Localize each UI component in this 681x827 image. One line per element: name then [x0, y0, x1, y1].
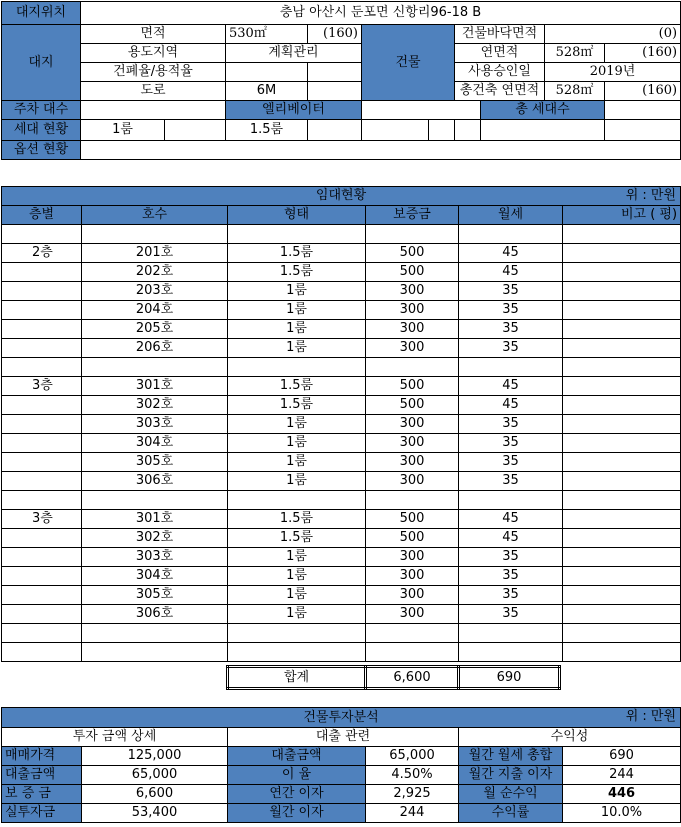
note-cell: [563, 320, 681, 339]
elevator-value: [362, 101, 481, 120]
header-note: 비고 ( 평): [563, 206, 681, 225]
monthly-cell: 45: [459, 244, 563, 263]
rent-body: [2, 225, 681, 662]
deposit-cell: 300: [366, 605, 459, 624]
table-row: [2, 472, 681, 491]
room-cell: 303호: [82, 415, 228, 434]
room-cell: 304호: [82, 434, 228, 453]
room-cell: 301호: [82, 377, 228, 396]
monthly-cell: 35: [459, 472, 563, 491]
type-cell: 1.5룸: [228, 377, 366, 396]
gross-area-pyeong: (160): [605, 82, 681, 101]
empty-cell: [459, 358, 563, 377]
invest-label-2: 월간 이자: [228, 804, 366, 823]
floor-cell: [2, 301, 82, 320]
empty-cell: [563, 624, 681, 643]
elevator-label: 엘리베이터: [226, 101, 362, 120]
room-cell: 306호: [82, 472, 228, 491]
rent-title-bar: [2, 187, 681, 206]
type-cell: 1룸: [228, 567, 366, 586]
room-cell: 306호: [82, 605, 228, 624]
note-cell: [563, 339, 681, 358]
units-a-extra: [165, 120, 226, 141]
floor-cell: [2, 529, 82, 548]
empty-cell: [459, 624, 563, 643]
units-e: [481, 120, 605, 141]
type-cell: 1.5룸: [228, 263, 366, 282]
room-cell: 305호: [82, 453, 228, 472]
road-value: 6M: [226, 82, 308, 101]
area-value: 530㎡: [226, 25, 308, 44]
header-floor: 층별: [2, 206, 82, 225]
invest-value-1: 6,600: [82, 785, 228, 804]
table-row: [2, 263, 681, 282]
empty-cell: [366, 358, 459, 377]
note-cell: [563, 282, 681, 301]
units-label: 세대 현황: [2, 120, 81, 141]
land-label: 대지: [2, 25, 81, 101]
deposit-cell: 300: [366, 415, 459, 434]
invest-label-3: 수익률: [459, 804, 563, 823]
invest-value-3: 10.0%: [563, 804, 681, 823]
table-row: [2, 529, 681, 548]
monthly-cell: 35: [459, 605, 563, 624]
header-room: 호수: [82, 206, 228, 225]
table-row: [2, 605, 681, 624]
invest-label-3: 월 순수익: [459, 785, 563, 804]
invest-label-2: 연간 이자: [228, 785, 366, 804]
deposit-cell: 300: [366, 339, 459, 358]
approval-value: 2019년: [545, 63, 681, 82]
note-cell: [563, 529, 681, 548]
invest-label-3: 월간 월세 총합: [459, 747, 563, 766]
units-c-extra: [429, 120, 455, 141]
empty-cell: [82, 491, 228, 510]
invest-label-1: 보 증 금: [2, 785, 82, 804]
note-cell: [563, 244, 681, 263]
rent-total-table: [226, 665, 561, 690]
floor-cell: [2, 263, 82, 282]
location-value: 충남 아산시 둔포면 신항리96-18 B: [81, 2, 681, 25]
empty-cell: [366, 491, 459, 510]
empty-cell: [366, 225, 459, 244]
table-row: [2, 377, 681, 396]
units-f: [605, 120, 681, 141]
floor-cell: [2, 586, 82, 605]
floor-cell: [2, 396, 82, 415]
ratio-value-a: [226, 63, 308, 82]
monthly-cell: 35: [459, 339, 563, 358]
type-cell: 1.5룸: [228, 396, 366, 415]
deposit-cell: 500: [366, 377, 459, 396]
monthly-cell: 45: [459, 510, 563, 529]
table-row: [2, 567, 681, 586]
type-cell: 1룸: [228, 282, 366, 301]
spacer-row: [2, 358, 681, 377]
invest-value-1: 53,400: [82, 804, 228, 823]
deposit-cell: 500: [366, 263, 459, 282]
empty-cell: [82, 624, 228, 643]
monthly-cell: 35: [459, 548, 563, 567]
invest-unit-note: 위 : 만원: [625, 709, 677, 724]
empty-cell: [366, 624, 459, 643]
ratio-label: 건폐율/용적율: [81, 63, 226, 82]
table-row: [2, 510, 681, 529]
floor-cell: [2, 548, 82, 567]
monthly-cell: 35: [459, 434, 563, 453]
type-cell: 1.5룸: [228, 529, 366, 548]
type-cell: 1룸: [228, 434, 366, 453]
type-cell: 1룸: [228, 548, 366, 567]
type-cell: 1룸: [228, 586, 366, 605]
total-area-value: 528㎡: [545, 44, 605, 63]
invest-col2-title: 대출 관련: [228, 728, 459, 747]
deposit-cell: 300: [366, 320, 459, 339]
parking-label: 주차 대수: [2, 101, 81, 120]
monthly-cell: 35: [459, 415, 563, 434]
table-row: [2, 320, 681, 339]
empty-cell: [82, 225, 228, 244]
rent-unit-note: 위 : 만원: [625, 188, 677, 203]
approval-label: 사용승인일: [455, 63, 545, 82]
deposit-cell: 300: [366, 567, 459, 586]
total-area-pyeong: (160): [605, 44, 681, 63]
invest-value-2: 244: [366, 804, 459, 823]
type-cell: 1.5룸: [228, 510, 366, 529]
floor-cell: [2, 415, 82, 434]
floor-cell: [2, 472, 82, 491]
investment-analysis-table: [1, 707, 681, 823]
type-cell: 1룸: [228, 320, 366, 339]
units-a: 1룸: [81, 120, 165, 141]
room-cell: 305호: [82, 586, 228, 605]
deposit-cell: 300: [366, 586, 459, 605]
spacer-row: [2, 225, 681, 244]
invest-value-2: 2,925: [366, 785, 459, 804]
room-cell: 302호: [82, 396, 228, 415]
note-cell: [563, 548, 681, 567]
table-row: [2, 339, 681, 358]
floor-area-value: (0): [545, 25, 681, 44]
table-row: [2, 301, 681, 320]
type-cell: 1룸: [228, 472, 366, 491]
invest-row: [2, 766, 681, 785]
invest-label-1: 실투자금: [2, 804, 82, 823]
room-cell: 205호: [82, 320, 228, 339]
room-cell: 203호: [82, 282, 228, 301]
total-label: 합계: [228, 667, 366, 689]
gross-area-value: 528㎡: [545, 82, 605, 101]
property-info-table: [1, 1, 681, 160]
area-label: 면적: [81, 25, 226, 44]
empty-cell: [2, 225, 82, 244]
deposit-cell: 300: [366, 472, 459, 491]
note-cell: [563, 263, 681, 282]
note-cell: [563, 472, 681, 491]
invest-col3-title: 수익성: [459, 728, 681, 747]
invest-value-1: 65,000: [82, 766, 228, 785]
units-b-extra: [308, 120, 362, 141]
units-d: [455, 120, 481, 141]
room-cell: 206호: [82, 339, 228, 358]
invest-value-2: 4.50%: [366, 766, 459, 785]
note-cell: [563, 301, 681, 320]
floor-cell: [2, 605, 82, 624]
room-cell: 201호: [82, 244, 228, 263]
type-cell: 1.5룸: [228, 244, 366, 263]
floor-cell: 3층: [2, 377, 82, 396]
monthly-cell: 35: [459, 586, 563, 605]
floor-cell: 2층: [2, 244, 82, 263]
options-value: [81, 141, 681, 160]
note-cell: [563, 396, 681, 415]
invest-row: [2, 747, 681, 766]
empty-cell: [563, 491, 681, 510]
households-value: [605, 101, 681, 120]
monthly-cell: 35: [459, 282, 563, 301]
note-cell: [563, 586, 681, 605]
invest-title-bar: [2, 708, 681, 728]
empty-cell: [228, 358, 366, 377]
total-monthly: 690: [459, 667, 560, 689]
room-cell: 302호: [82, 529, 228, 548]
table-row: [2, 434, 681, 453]
monthly-cell: 35: [459, 453, 563, 472]
invest-label-1: 매매가격: [2, 747, 82, 766]
floor-cell: [2, 453, 82, 472]
note-cell: [563, 434, 681, 453]
table-row: [2, 548, 681, 567]
monthly-cell: 45: [459, 396, 563, 415]
location-label: 대지위치: [2, 2, 81, 25]
header-type: 형태: [228, 206, 366, 225]
deposit-cell: 300: [366, 453, 459, 472]
table-row: [2, 453, 681, 472]
options-label: 옵션 현황: [2, 141, 81, 160]
deposit-cell: 300: [366, 434, 459, 453]
area-pyeong: (160): [308, 25, 362, 44]
empty-cell: [2, 491, 82, 510]
spacer-row: [2, 624, 681, 643]
empty-cell: [459, 225, 563, 244]
spacer-row: [2, 491, 681, 510]
invest-label-2: 대출금액: [228, 747, 366, 766]
invest-body: [2, 747, 681, 823]
empty-cell: [228, 225, 366, 244]
table-row: [2, 586, 681, 605]
monthly-cell: 35: [459, 301, 563, 320]
road-label: 도로: [81, 82, 226, 101]
invest-value-3: 244: [563, 766, 681, 785]
rent-status-table: [1, 186, 681, 662]
empty-cell: [2, 358, 82, 377]
invest-value-3: 690: [563, 747, 681, 766]
invest-value-2: 65,000: [366, 747, 459, 766]
type-cell: 1룸: [228, 339, 366, 358]
table-row: [2, 415, 681, 434]
ratio-value-b: [308, 63, 362, 82]
invest-label-2: 이 율: [228, 766, 366, 785]
type-cell: 1룸: [228, 605, 366, 624]
header-monthly: 월세: [459, 206, 563, 225]
zoning-label: 용도지역: [81, 44, 226, 63]
table-row: [2, 244, 681, 263]
type-cell: 1룸: [228, 453, 366, 472]
invest-title: 건물투자분석: [303, 709, 379, 725]
table-row: [2, 282, 681, 301]
empty-cell: [563, 225, 681, 244]
note-cell: [563, 415, 681, 434]
room-cell: 301호: [82, 510, 228, 529]
empty-cell: [228, 643, 366, 662]
total-area-label: 연면적: [455, 44, 545, 63]
empty-cell: [459, 643, 563, 662]
zoning-value: 계획관리: [226, 44, 362, 63]
floor-area-label: 건물바닥면적: [455, 25, 545, 44]
households-label: 총 세대수: [481, 101, 605, 120]
note-cell: [563, 605, 681, 624]
header-deposit: 보증금: [366, 206, 459, 225]
monthly-cell: 45: [459, 529, 563, 548]
spacer-row: [2, 643, 681, 662]
road-value-extra: [308, 82, 362, 101]
invest-label-1: 대출금액: [2, 766, 82, 785]
invest-row: [2, 785, 681, 804]
type-cell: 1룸: [228, 301, 366, 320]
deposit-cell: 300: [366, 282, 459, 301]
deposit-cell: 500: [366, 510, 459, 529]
type-cell: 1룸: [228, 415, 366, 434]
room-cell: 202호: [82, 263, 228, 282]
deposit-cell: 300: [366, 301, 459, 320]
gross-area-label: 총건축 연면적: [455, 82, 545, 101]
invest-value-1: 125,000: [82, 747, 228, 766]
floor-cell: [2, 339, 82, 358]
invest-col1-title: 투자 금액 상세: [2, 728, 228, 747]
empty-cell: [2, 624, 82, 643]
empty-cell: [563, 643, 681, 662]
empty-cell: [366, 643, 459, 662]
invest-row: [2, 804, 681, 823]
empty-cell: [82, 358, 228, 377]
total-deposit: 6,600: [366, 667, 459, 689]
units-c: [362, 120, 429, 141]
room-cell: 303호: [82, 548, 228, 567]
room-cell: 304호: [82, 567, 228, 586]
note-cell: [563, 567, 681, 586]
empty-cell: [228, 491, 366, 510]
monthly-cell: 45: [459, 263, 563, 282]
deposit-cell: 300: [366, 548, 459, 567]
table-row: [2, 396, 681, 415]
building-label: 건물: [362, 25, 455, 101]
note-cell: [563, 377, 681, 396]
monthly-cell: 35: [459, 320, 563, 339]
floor-cell: [2, 434, 82, 453]
empty-cell: [563, 358, 681, 377]
room-cell: 204호: [82, 301, 228, 320]
note-cell: [563, 510, 681, 529]
floor-cell: [2, 320, 82, 339]
deposit-cell: 500: [366, 244, 459, 263]
rent-title: 임대현황: [315, 188, 367, 203]
empty-cell: [228, 624, 366, 643]
empty-cell: [459, 491, 563, 510]
floor-cell: 3층: [2, 510, 82, 529]
deposit-cell: 500: [366, 529, 459, 548]
monthly-cell: 35: [459, 567, 563, 586]
invest-label-3: 월간 지출 이자: [459, 766, 563, 785]
invest-value-3: 446: [563, 785, 681, 804]
units-b: 1.5룸: [226, 120, 308, 141]
deposit-cell: 500: [366, 396, 459, 415]
note-cell: [563, 453, 681, 472]
floor-cell: [2, 282, 82, 301]
floor-cell: [2, 567, 82, 586]
monthly-cell: 45: [459, 377, 563, 396]
empty-cell: [82, 643, 228, 662]
parking-value: [81, 101, 226, 120]
empty-cell: [2, 643, 82, 662]
